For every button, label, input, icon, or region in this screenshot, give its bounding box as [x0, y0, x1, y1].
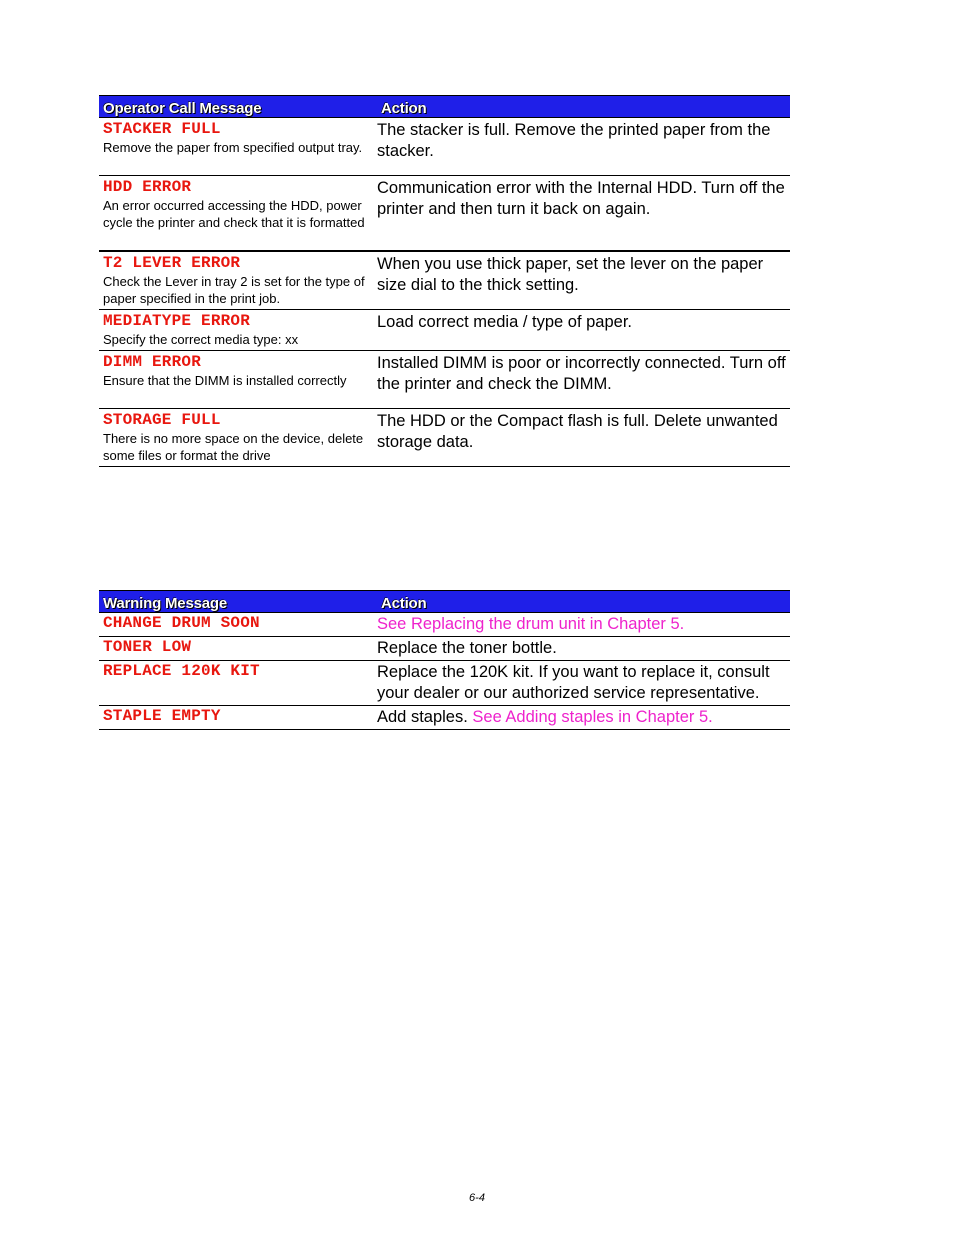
message-description: Remove the paper from specified output tray. [103, 140, 363, 155]
message-code: REPLACE 120K KIT [103, 662, 260, 680]
message-code: MEDIATYPE ERROR [103, 312, 251, 330]
page-number: 6-4 [469, 1192, 485, 1204]
warning-message-table [99, 590, 790, 730]
table-header [99, 591, 790, 613]
header-warning-message: Warning Message [103, 594, 227, 612]
action-text: Add staples. [377, 708, 473, 726]
operator-call-table [99, 95, 790, 467]
action-text: The stacker is full. Remove the printed paper from the stacker. [377, 121, 771, 160]
table-row [99, 351, 790, 409]
message-code: STORAGE FULL [103, 411, 221, 429]
chapter-link[interactable]: See Adding staples in Chapter 5. [472, 708, 713, 726]
message-description: There is no more space on the device, delete some files or format the drive [103, 431, 364, 463]
message-code: HDD ERROR [103, 178, 192, 196]
message-code: CHANGE DRUM SOON [103, 614, 260, 632]
action-text: Replace the toner bottle. [377, 639, 557, 657]
header-operator-call-message: Operator Call Message [103, 99, 262, 117]
header-action: Action [381, 594, 427, 612]
message-description: Check the Lever in tray 2 is set for the type of paper specified in the print job. [103, 274, 365, 306]
table-row [99, 637, 790, 661]
message-code: STAPLE EMPTY [103, 707, 221, 725]
table-row [99, 409, 790, 467]
table-row [99, 310, 790, 351]
action-text: Communication error with the Internal HDD. Turn off the printer and then turn it back on again. [377, 179, 785, 218]
message-code: STACKER FULL [103, 120, 221, 138]
message-code: T2 LEVER ERROR [103, 254, 241, 272]
message-code: DIMM ERROR [103, 353, 202, 371]
table-header [99, 96, 790, 118]
chapter-link[interactable]: See Replacing the drum unit in Chapter 5. [377, 615, 685, 633]
table-row [99, 706, 790, 730]
message-description: Specify the correct media type: xx [103, 332, 299, 347]
action-text: The HDD or the Compact flash is full. Delete unwanted storage data. [377, 412, 778, 451]
action-text: Load correct media / type of paper. [377, 313, 632, 331]
table-row [99, 118, 790, 176]
table-row [99, 661, 790, 706]
action-text: When you use thick paper, set the lever on the paper size dial to the thick setting. [377, 255, 764, 294]
message-code: TONER LOW [103, 638, 192, 656]
message-description: An error occurred accessing the HDD, power cycle the printer and check that it is formatted [103, 198, 365, 230]
action-text: Installed DIMM is poor or incorrectly connected. Turn off the printer and check the DIMM. [377, 354, 786, 393]
table-row [99, 251, 790, 310]
header-action: Action [381, 99, 427, 117]
table-row [99, 613, 790, 637]
action-text: Replace the 120K kit. If you want to replace it, consult your dealer or our authorized service representative. [377, 663, 770, 702]
message-description: Ensure that the DIMM is installed correctly [103, 373, 347, 388]
table-row [99, 176, 790, 252]
